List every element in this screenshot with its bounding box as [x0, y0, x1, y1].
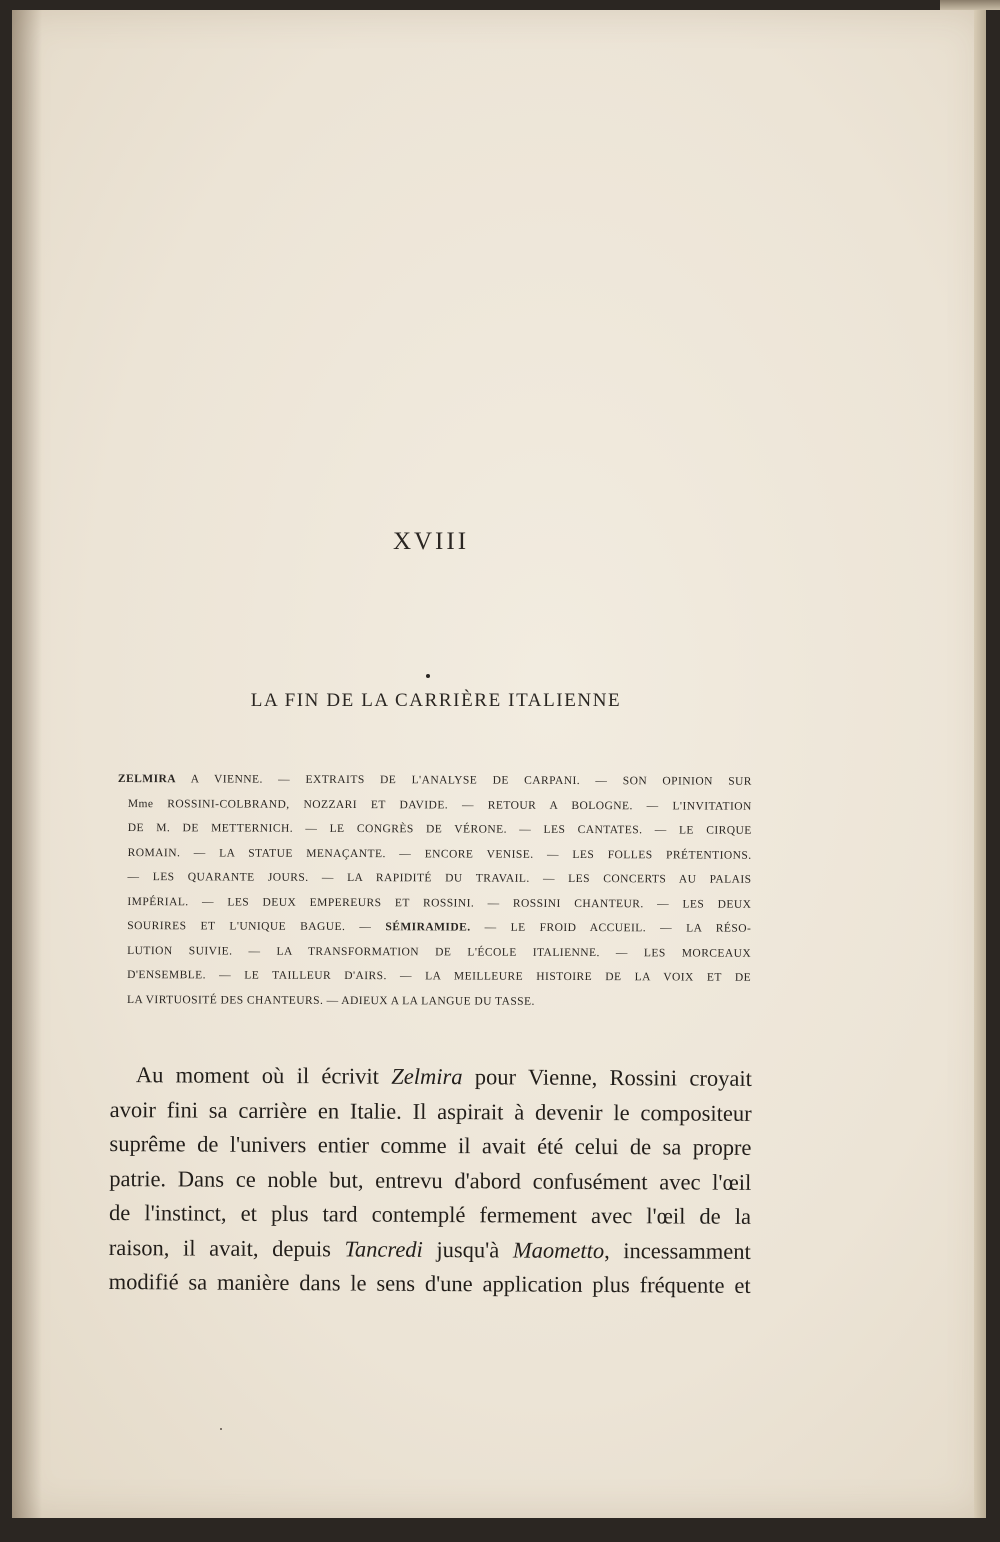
- summary-line: — LES QUARANTE JOURS. — LA RAPIDITÉ DU TRAVAIL. — LES CONCERTS AU PALAIS: [127, 871, 752, 886]
- summary-line: DE M. DE METTERNICH. — LE CONGRÈS DE VÉRONE. — LES CANTATES. — LE CIRQUE: [127, 822, 752, 837]
- body-line: modifié sa manière dans le sens d'une application plus fréquente et: [108, 1268, 751, 1298]
- body-line: avoir fini sa carrière en Italie. Il aspirait à devenir le compositeur: [109, 1096, 752, 1126]
- body-line: de l'instinct, et plus tard contemplé fermement avec l'œil de la: [108, 1199, 752, 1229]
- body-line: raison, il avait, depuis Tancredi jusqu'à Maometto, incessamment: [108, 1234, 751, 1264]
- ink-speck: [220, 1428, 222, 1430]
- chapter-title: LA FIN DE LA CARRIÈRE ITALIENNE: [250, 690, 622, 711]
- summary-line: D'ENSEMBLE. — LE TAILLEUR D'AIRS. — LA MEILLEURE HISTOIRE DE LA VOIX ET DE: [127, 969, 752, 984]
- chapter-summary: [117, 767, 752, 1015]
- stacked-pages-edge: [940, 0, 1000, 10]
- summary-line: ROMAIN. — LA STATUE MENAÇANTE. — ENCORE VENISE. — LES FOLLES PRÉTENTIONS.: [127, 846, 752, 862]
- opera-title: Tancredi: [344, 1235, 423, 1262]
- opera-title: Zelmira: [391, 1063, 463, 1090]
- opera-title: SÉMIRAMIDE.: [385, 921, 471, 934]
- body-line: suprême de l'univers entier comme il avait été celui de sa propre: [109, 1130, 752, 1160]
- body-line: patrie. Dans ce noble but, entrevu d'abord confusément avec l'œil: [109, 1165, 752, 1195]
- ink-dot: [426, 674, 430, 678]
- binding-shadow: [12, 10, 42, 1518]
- summary-line: Mme ROSSINI-COLBRAND, NOZZARI ET DAVIDE. — RETOUR A BOLOGNE. — L'INVITATION: [127, 797, 752, 813]
- opera-title: ZELMIRA: [117, 772, 177, 786]
- summary-line: LA VIRTUOSITÉ DES CHANTEURS. — ADIEUX A LA LANGUE DU TASSE.: [126, 993, 535, 1008]
- opera-title: Maometto: [512, 1236, 605, 1263]
- chapter-number: XVIII: [392, 528, 470, 555]
- summary-line: SOURIRES ET L'UNIQUE BAGUE. — SÉMIRAMIDE. — LE FROID ACCUEIL. — LA RÉSO-: [127, 920, 752, 935]
- summary-line: LUTION SUIVIE. — LA TRANSFORMATION DE L'ÉCOLE ITALIENNE. — LES MORCEAUX: [127, 944, 752, 960]
- summary-line: ZELMIRA A VIENNE. — EXTRAITS DE L'ANALYSE DE CARPANI. — SON OPINION SUR: [117, 772, 752, 788]
- summary-line: IMPÉRIAL. — LES DEUX EMPEREURS ET ROSSINI. — ROSSINI CHANTEUR. — LES DEUX: [127, 895, 752, 911]
- body-line: Au moment où il écrivit Zelmira pour Vienne, Rossini croyait: [135, 1062, 752, 1091]
- body-paragraph: [109, 1058, 752, 1303]
- page-edge: [974, 10, 986, 1518]
